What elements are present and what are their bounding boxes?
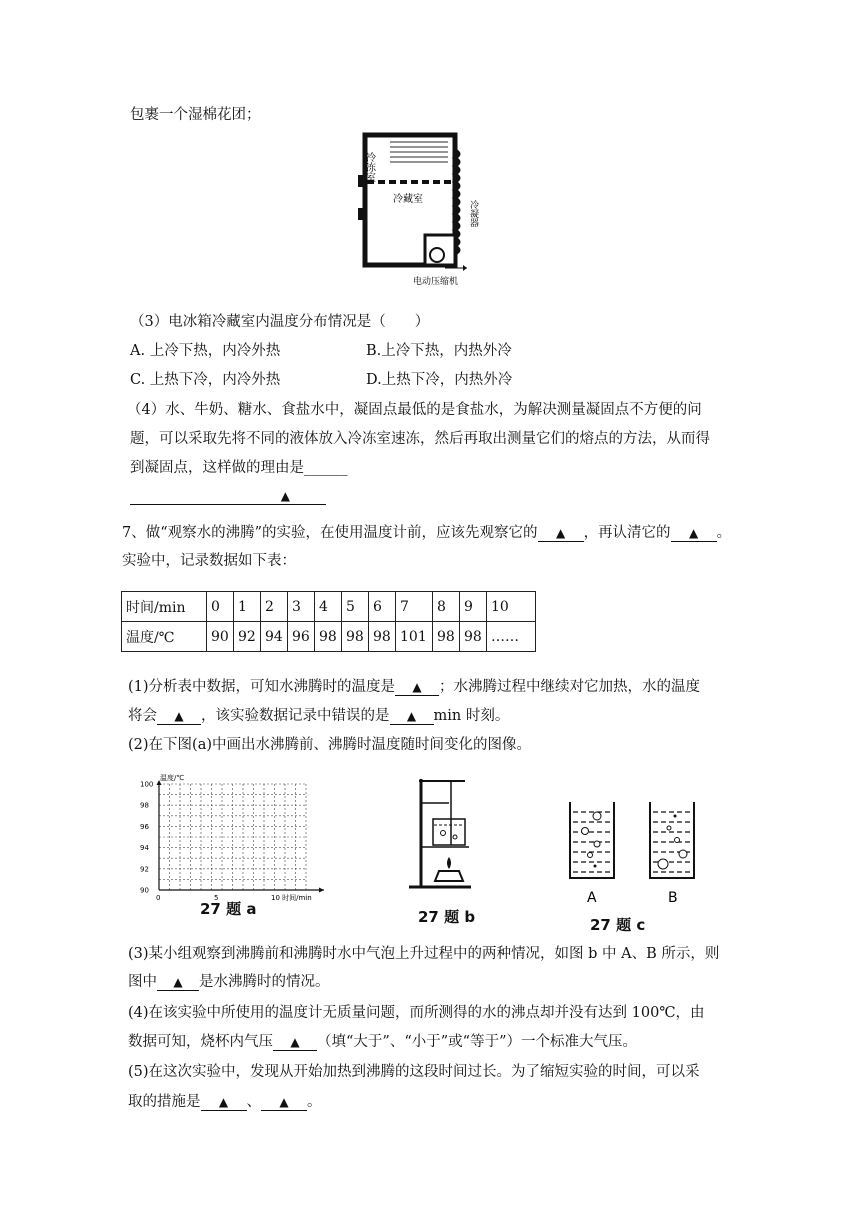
figure-b-label: 27 题 b: [418, 908, 476, 926]
p5-line-1: (5)在这次实验中，发现从开始加热到沸腾的这段时间过长。为了缩短实验的时间，可以采: [128, 1064, 700, 1080]
p4-line-2: 数据可知，烧杯内气压 ▲ （填“大于”、“小于”或“等于”）一个标准大气压。: [128, 1034, 637, 1050]
q3-option-d: D.上热下冷，内热外冷: [366, 372, 513, 388]
beaker-b-label: B: [668, 890, 678, 906]
table-row-time: 时间/min 0 1 2 3 4 5 6 7 8 9 10: [122, 592, 536, 622]
temperature-table: [121, 591, 536, 652]
graph-a: [126, 770, 326, 910]
graph-x-tick-10: 10 时间/min: [271, 894, 312, 902]
q4-answer-blank[interactable]: ▲: [130, 488, 326, 505]
q7-line-1: 7、做“观察水的沸腾”的实验，在使用温度计前，应该先观察它的 ▲ ，再认清它的 ▲ 。: [122, 525, 732, 541]
p3-blank-boiling-figure[interactable]: ▲: [157, 974, 199, 991]
graph-y-axis-label: 温度/℃: [160, 774, 185, 782]
p5-blank-measure-1[interactable]: ▲: [201, 1094, 247, 1111]
q3-option-b: B.上冷下热，内热外冷: [366, 343, 512, 359]
graph-x-tick-0: 0: [156, 894, 161, 902]
graph-y-tick-label: 92: [140, 865, 149, 874]
fridge-compartment-label: 冷藏室: [393, 194, 423, 205]
graph-y-tick-label: 94: [140, 844, 149, 853]
freezer-label: 冷冻室: [363, 152, 375, 182]
graph-y-ticks: [140, 781, 153, 895]
p4-line-1: (4)在该实验中所使用的温度计无质量问题，而所测得的水的沸点却并没有达到 100℃，由: [128, 1005, 705, 1021]
q7-blank-range[interactable]: ▲: [538, 525, 584, 542]
p1-blank-error-time[interactable]: ▲: [390, 708, 434, 725]
p1-line-2: 将会 ▲ ，该实验数据记录中错误的是 ▲ min 时刻。: [128, 708, 510, 724]
q4-line-3: 到凝固点，这样做的理由是______: [130, 460, 348, 476]
table-row-temp: 温度/℃ 90 92 94 96 98 98 98 101 98 98 ……: [122, 622, 536, 652]
p4-blank-pressure[interactable]: ▲: [273, 1034, 317, 1051]
beaker-a: [570, 802, 614, 878]
q4-answer-line: [130, 486, 326, 506]
compressor-label: 电动压缩机: [413, 277, 459, 287]
graph-y-tick-label: 90: [140, 886, 149, 895]
q3-option-c: C. 上热下冷，内冷外热: [130, 372, 281, 388]
p2-line-1: (2)在下图(a)中画出水沸腾前、沸腾时温度随时间变化的图像。: [128, 737, 531, 753]
table-header-temp: 温度/℃: [122, 622, 207, 652]
figure-a-label: 27 题 a: [200, 900, 257, 918]
p5-line-2: 取的措施是 ▲ 、 ▲ 。: [128, 1094, 322, 1110]
beaker-a-label: A: [587, 890, 597, 906]
intro-line: 包裹一个湿棉花团；: [130, 107, 261, 123]
p1-blank-boiling-temp[interactable]: ▲: [395, 679, 439, 696]
graph-y-tick-label: 98: [140, 801, 149, 810]
q4-line-2: 题，可以采取先将不同的液体放入冷冻室速冻，然后再取出测量它们的熔点的方法，从而得: [130, 431, 710, 447]
bubble-beakers: [565, 800, 715, 910]
boiling-apparatus: [405, 775, 485, 895]
graph-y-tick-label: 100: [140, 780, 154, 789]
condenser-label: 冷凝器: [468, 200, 478, 227]
p3-line-2: 图中 ▲ 是水沸腾时的情况。: [128, 974, 330, 990]
q7-line-2: 实验中，记录数据如下表：: [122, 553, 296, 569]
graph-x-tick-5: 5: [214, 894, 219, 902]
q7-blank-division[interactable]: ▲: [671, 525, 717, 542]
q4-line-1: （4）水、牛奶、糖水、食盐水中，凝固点最低的是食盐水，为解决测量凝固点不方便的问: [127, 402, 702, 418]
graph-y-tick-label: 96: [140, 822, 149, 831]
p1-blank-temp-change[interactable]: ▲: [157, 708, 201, 725]
beaker-b: [650, 802, 694, 878]
q3-option-a: A. 上冷下热，内冷外热: [130, 343, 281, 359]
refrigerator-diagram: [355, 130, 485, 290]
p1-line-1: (1)分析表中数据，可知水沸腾时的温度是 ▲ ；水沸腾过程中继续对它加热，水的温度: [128, 679, 701, 695]
p3-line-1: (3)某小组观察到沸腾前和沸腾时水中气泡上升过程中的两种情况，如图 b 中 A、B 所示，则: [128, 946, 720, 962]
table-header-time: 时间/min: [122, 592, 207, 622]
graph-grid: [159, 784, 306, 890]
p5-blank-measure-2[interactable]: ▲: [261, 1094, 307, 1111]
figure-c-label: 27 题 c: [590, 916, 646, 934]
q3-stem: （3）电冰箱冷藏室内温度分布情况是（ ）: [130, 314, 430, 330]
